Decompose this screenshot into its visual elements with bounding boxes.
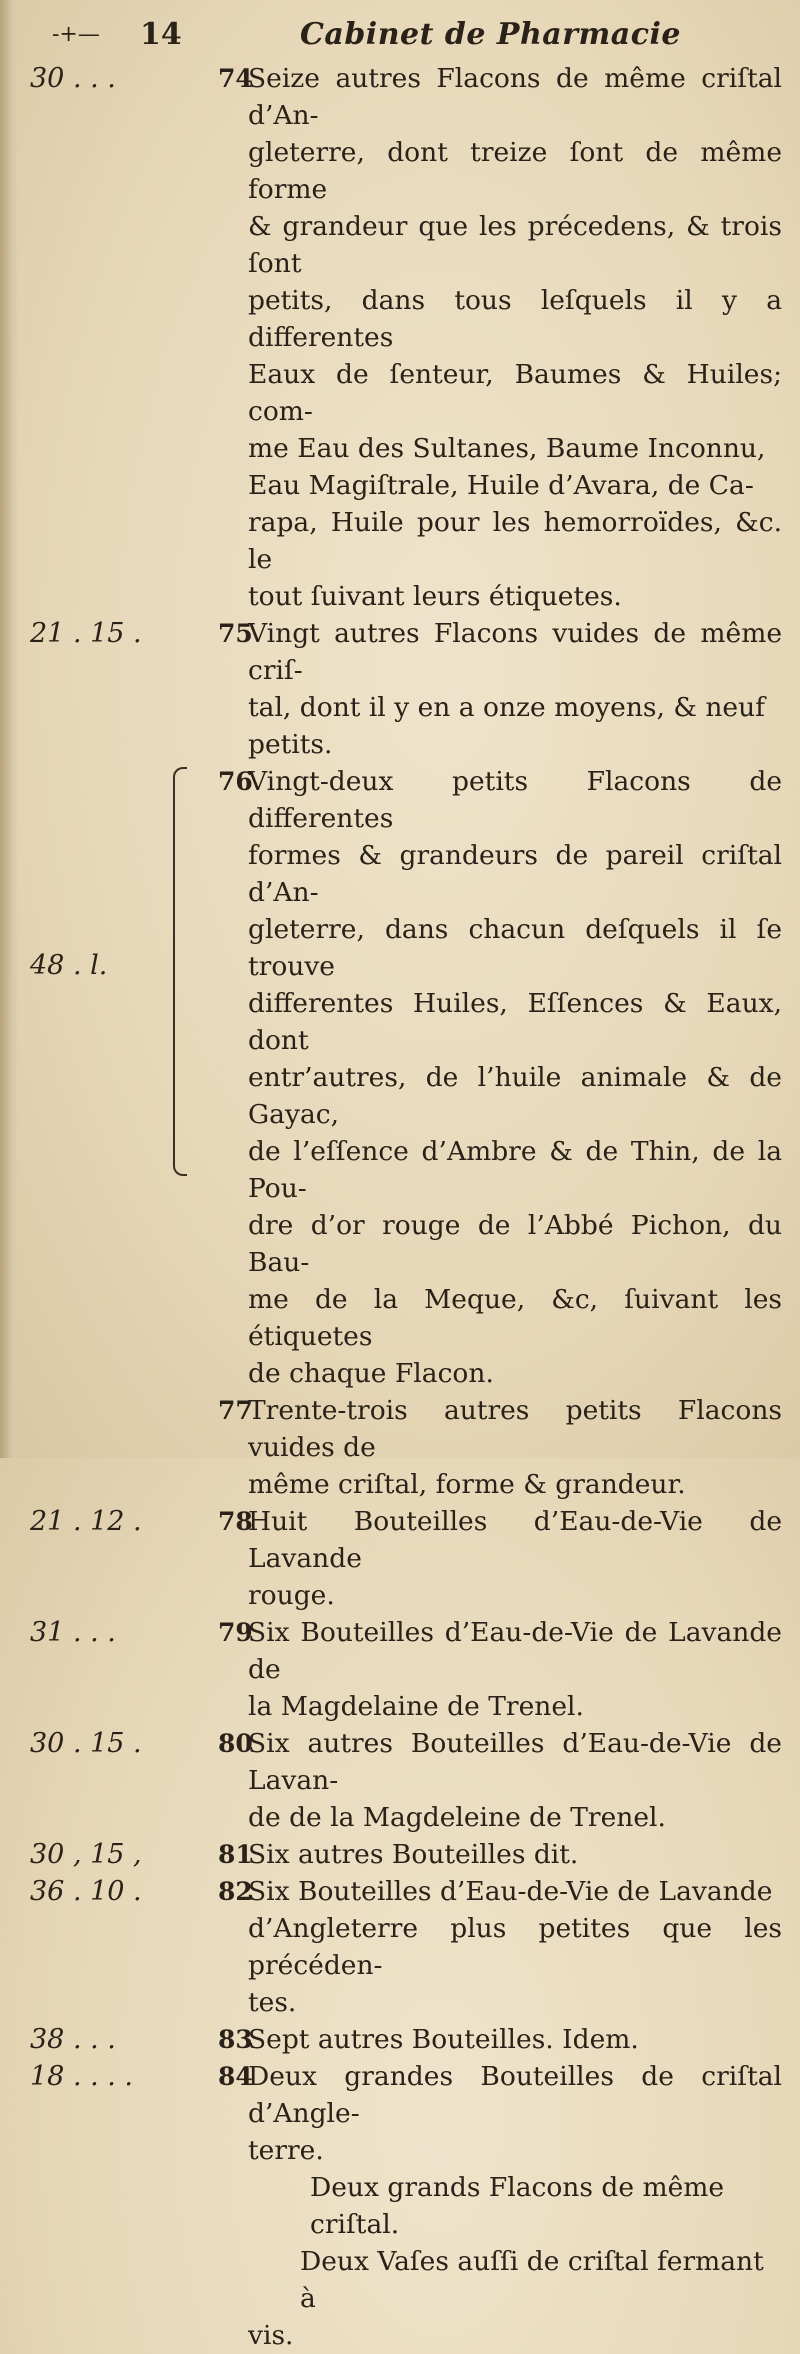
text-line: même criſtal, forme & grandeur. xyxy=(248,1469,686,1500)
text-line: d’Angleterre plus petites que les précéden- xyxy=(248,1913,782,1981)
entry-text xyxy=(248,763,782,1392)
text-line: de l’eſſence d’Ambre & de Thin, de la Pou- xyxy=(248,1136,782,1204)
text-line: Vingt-deux petits Flacons de differentes xyxy=(248,766,782,834)
entry-76 xyxy=(0,763,800,1392)
entry-number: 82 xyxy=(218,1877,253,1906)
trailing-line: Deux Vaſes auſſi de criſtal fermant à xyxy=(300,2246,764,2314)
text-line: petits, dans tous leſquels il y a differentes xyxy=(248,285,782,353)
text-line: Eau Magiſtrale, Huile d’Avara, de Ca- xyxy=(248,470,754,501)
margin-price: 31 . . . xyxy=(30,1617,116,1648)
text-line: Six Bouteilles d’Eau-de-Vie de Lavande de xyxy=(248,1617,782,1685)
text-line: dre d’or rouge de l’Abbé Pichon, du Bau- xyxy=(248,1210,782,1278)
page-header xyxy=(40,10,780,60)
margin-price: 21 . 15 . xyxy=(30,618,142,649)
entry-83 xyxy=(0,2021,800,2058)
text-line: Seize autres Flacons de même criſtal d’An- xyxy=(248,63,782,131)
entry-number: 81 xyxy=(218,1840,253,1869)
text-line: de chaque Flacon. xyxy=(248,1358,494,1389)
entry-text xyxy=(248,1392,782,1503)
text-line: entr’autres, de l’huile animale & de Gayac, xyxy=(248,1062,782,1130)
margin-price: 18 . . . . xyxy=(30,2061,134,2092)
entry-79 xyxy=(0,1614,800,1725)
entry-number: 77 xyxy=(218,1396,253,1425)
text-line: tout ſuivant leurs étiquetes. xyxy=(248,581,622,612)
text-line: petits. xyxy=(248,729,333,760)
entry-81 xyxy=(0,1836,800,1873)
entry-number: 80 xyxy=(218,1729,253,1758)
page-number: 14 xyxy=(140,17,182,52)
entry-text xyxy=(248,1503,782,1614)
margin-price: 38 . . . xyxy=(30,2024,116,2055)
entry-group-76-77 xyxy=(0,763,800,1503)
entry-text xyxy=(248,1836,782,1873)
text-line: Eaux de ſenteur, Baumes & Huiles; com- xyxy=(248,359,782,427)
text-line: Six Bouteilles d’Eau-de-Vie de Lavande xyxy=(248,1876,773,1907)
text-line: la Magdelaine de Trenel. xyxy=(248,1691,584,1722)
running-title: Cabinet de Pharmacie xyxy=(300,17,681,52)
text-line: differentes Huiles, Eſſences & Eaux, dont xyxy=(248,988,782,1056)
text-line: & grandeur que les précedens, & trois ſont xyxy=(248,211,782,279)
inventory-entries xyxy=(0,60,800,2354)
entry-80 xyxy=(0,1725,800,1836)
margin-price: 30 . 15 . xyxy=(30,1728,142,1759)
text-line: Trente-trois autres petits Flacons vuides de xyxy=(248,1395,782,1463)
margin-price: 30 , 15 , xyxy=(30,1839,142,1870)
margin-price: 30 . . . xyxy=(30,63,116,94)
text-line: Deux grandes Bouteilles de criſtal d’Angle- xyxy=(248,2061,782,2129)
entry-number: 76 xyxy=(218,767,253,796)
entry-text xyxy=(248,2058,782,2169)
entry-number: 75 xyxy=(218,619,253,648)
text-line: Six autres Bouteilles d’Eau-de-Vie de Lavan- xyxy=(248,1728,782,1796)
trailing-line: vis. xyxy=(248,2320,294,2351)
entry-number: 74 xyxy=(218,64,253,93)
entry-text xyxy=(248,1873,782,2021)
text-line: Sept autres Bouteilles. Idem. xyxy=(248,2024,639,2055)
entry-text xyxy=(248,2021,782,2058)
text-line: de de la Magdeleine de Trenel. xyxy=(248,1802,666,1833)
entry-number: 79 xyxy=(218,1618,253,1647)
margin-price: 48 . l. xyxy=(30,950,108,981)
entry-text xyxy=(248,615,782,763)
text-line: terre. xyxy=(248,2135,324,2166)
text-line: formes & grandeurs de pareil criſtal d’An- xyxy=(248,840,782,908)
entry-text xyxy=(248,1725,782,1836)
text-line: rapa, Huile pour les hemorroïdes, &c. le xyxy=(248,507,782,575)
margin-price: 21 . 12 . xyxy=(30,1506,142,1537)
text-line: tal, dont il y en a onze moyens, & neuf xyxy=(248,692,765,723)
text-line: rouge. xyxy=(248,1580,335,1611)
entry-75 xyxy=(0,615,800,763)
text-line: Six autres Bouteilles dit. xyxy=(248,1839,579,1870)
entry-text xyxy=(248,60,782,615)
entry-number: 84 xyxy=(218,2062,253,2091)
margin-price: 36 . 10 . xyxy=(30,1876,142,1907)
text-line: me de la Meque, &c, ſuivant les étiquetes xyxy=(248,1284,782,1352)
entry-78 xyxy=(0,1503,800,1614)
text-line: gleterre, dont treize ſont de même forme xyxy=(248,137,782,205)
entry-number: 78 xyxy=(218,1507,253,1536)
entry-number: 83 xyxy=(218,2025,253,2054)
trailing-line: Deux grands Flacons de même criſtal. xyxy=(310,2172,725,2240)
entry-text xyxy=(248,1614,782,1725)
entry-77 xyxy=(0,1392,800,1503)
entry-84 xyxy=(0,2058,800,2169)
text-line: tes. xyxy=(248,1987,297,2018)
entry-82 xyxy=(0,1873,800,2021)
text-line: Vingt autres Flacons vuides de même criſ- xyxy=(248,618,782,686)
text-line: Huit Bouteilles d’Eau-de-Vie de Lavande xyxy=(248,1506,782,1574)
header-mark: -+— xyxy=(52,22,100,47)
entry-74 xyxy=(0,60,800,615)
text-line: gleterre, dans chacun deſquels il ſe trouve xyxy=(248,914,782,982)
text-line: me Eau des Sultanes, Baume Inconnu, xyxy=(248,433,766,464)
